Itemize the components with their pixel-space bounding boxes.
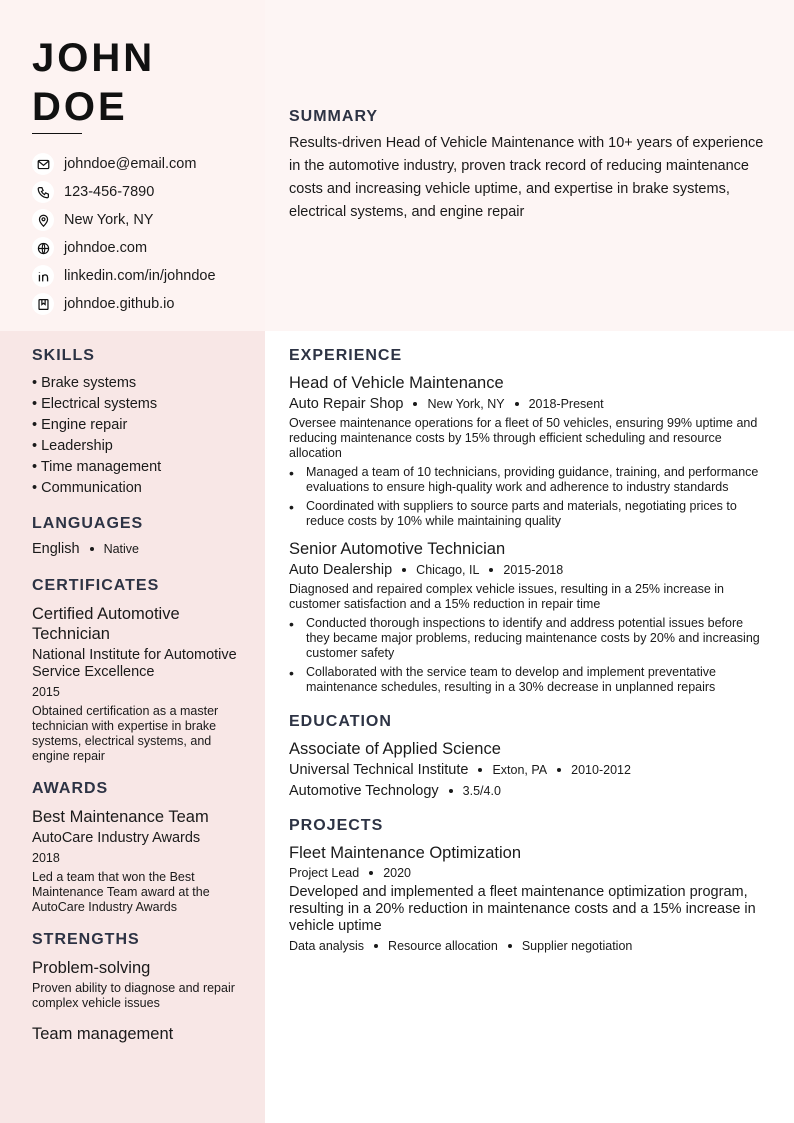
job-description: Oversee maintenance operations for a fleet of 50 vehicles, ensuring 99% uptime and reducing maintenance costs by 15% through efficient scheduling and resource allocation: [289, 416, 758, 460]
award-description: Led a team that won the Best Maintenance Team award at the AutoCare Industry Awards: [32, 870, 210, 914]
job-location: Chicago, IL: [416, 563, 480, 577]
project-description: Developed and implemented a fleet maintenance optimization program, resulting in a 20% reduction in maintenance costs and a 15% increase in vehicle uptime: [289, 884, 756, 934]
experience-title: EXPERIENCE: [289, 347, 403, 364]
separator-dot: [402, 568, 406, 572]
certificate-year: 2015: [32, 685, 60, 699]
experience-section: [289, 347, 769, 695]
location-pin-icon: [32, 209, 54, 231]
education-dates: 2010-2012: [571, 763, 631, 777]
job-meta: [289, 562, 769, 578]
project-tag: Resource allocation: [388, 939, 498, 953]
contact-linkedin[interactable]: [32, 262, 216, 290]
certificates-title: CERTIFICATES: [32, 577, 160, 594]
education-gpa: 3.5/4.0: [462, 784, 501, 798]
job-company: Auto Repair Shop: [289, 396, 404, 412]
separator-dot: [413, 402, 417, 406]
job-bullet: • Collaborated with the service team to develop and implement preventative maintenance schedules, resulting in a 30% decrease in unplanned repairs: [289, 665, 769, 695]
strength-description: Proven ability to diagnose and repair complex vehicle issues: [32, 981, 235, 1010]
education-degree: Associate of Applied Science: [289, 740, 501, 758]
main-content: [289, 347, 769, 953]
contact-website[interactable]: [32, 234, 216, 262]
sidebar-content: [32, 347, 242, 1044]
mail-icon: [32, 153, 54, 175]
job-location: New York, NY: [427, 397, 505, 411]
skill-item: • Electrical systems: [32, 396, 158, 412]
language-level: Native: [103, 542, 139, 556]
name-line-1: JOHN: [32, 36, 156, 80]
contact-website-text: johndoe.com: [64, 240, 148, 256]
job-bullet: • Conducted thorough inspections to identify and address potential issues before they became major problems, reducing maintenance costs by 20% and increasing customer safety: [289, 616, 769, 661]
skill-item: • Engine repair: [32, 417, 128, 433]
education-field-row: [289, 783, 769, 799]
project-role: Project Lead: [289, 866, 360, 880]
job-description: Diagnosed and repaired complex vehicle issues, resulting in a 25% increase in customer satisfaction and a 15% reduction in repair time: [289, 582, 724, 611]
contact-email[interactable]: [32, 150, 216, 178]
skills-list: [32, 373, 242, 499]
education-meta: [289, 762, 769, 778]
strength-name: Problem-solving: [32, 959, 151, 977]
summary-section: [289, 108, 769, 224]
job-bullet: • Coordinated with suppliers to source parts and materials, negotiating prices to reduce costs by 10% while maintaining quality: [289, 499, 769, 529]
job-bullets: [289, 465, 769, 529]
project-year: 2020: [383, 866, 411, 880]
contact-github-text: johndoe.github.io: [64, 296, 175, 312]
language-item: [32, 541, 242, 557]
job-meta: [289, 396, 769, 412]
job-entry: [289, 539, 769, 695]
certificates-section: [32, 577, 242, 764]
language-name: English: [32, 541, 80, 557]
contact-location-text: New York, NY: [64, 212, 154, 228]
linkedin-icon: [32, 265, 54, 287]
separator-dot: [478, 768, 482, 772]
certificate-name: Certified Automotive Technician: [32, 605, 180, 643]
skill-item: • Communication: [32, 480, 142, 496]
summary-title: SUMMARY: [289, 108, 379, 125]
skills-section: [32, 347, 242, 499]
project-tag: Supplier negotiation: [521, 939, 633, 953]
languages-section: [32, 515, 242, 557]
globe-icon: [32, 237, 54, 259]
phone-icon: [32, 181, 54, 203]
candidate-name: [32, 34, 155, 132]
name-divider: [32, 133, 82, 134]
separator-dot: [90, 547, 94, 551]
education-school: Universal Technical Institute: [289, 762, 469, 778]
job-company: Auto Dealership: [289, 562, 393, 578]
contact-list: [32, 150, 216, 318]
education-field: Automotive Technology: [289, 783, 439, 799]
separator-dot: [369, 871, 373, 875]
name-line-2: DOE: [32, 85, 128, 129]
contact-email-text: johndoe@email.com: [64, 156, 197, 172]
project-meta: [289, 866, 769, 880]
separator-dot: [489, 568, 493, 572]
job-title: Senior Automotive Technician: [289, 540, 506, 558]
certificate-description: Obtained certification as a master technician with expertise in brake systems, electrical systems, and engine repair: [32, 704, 219, 763]
job-bullets: [289, 616, 769, 695]
awards-section: [32, 780, 242, 915]
job-title: Head of Vehicle Maintenance: [289, 374, 504, 392]
skill-item: • Time management: [32, 459, 162, 475]
certificate-issuer: National Institute for Automotive Service Excellence: [32, 647, 237, 680]
strengths-title: STRENGTHS: [32, 931, 140, 948]
contact-phone[interactable]: [32, 178, 216, 206]
strengths-section: [32, 931, 242, 1044]
summary-text: Results-driven Head of Vehicle Maintenance with 10+ years of experience in the automotive industry, proven track record of reducing maintenance costs and increasing vehicle uptime, and expertise in brake systems, electrical systems, and engine repair: [289, 135, 764, 220]
strength-name: Team management: [32, 1025, 174, 1043]
separator-dot: [374, 944, 378, 948]
contact-phone-text: 123-456-7890: [64, 184, 155, 200]
job-dates: 2015-2018: [503, 563, 564, 577]
job-dates: 2018-Present: [528, 397, 604, 411]
project-tag: Data analysis: [289, 939, 365, 953]
education-title: EDUCATION: [289, 713, 392, 730]
job-bullet: • Managed a team of 10 technicians, providing guidance, training, and performance evaluations to ensure high-quality work and adherence to industry standards: [289, 465, 769, 495]
contact-location: [32, 206, 216, 234]
projects-section: [289, 817, 769, 953]
contact-linkedin-text: linkedin.com/in/johndoe: [64, 268, 216, 284]
skill-item: • Leadership: [32, 438, 113, 454]
separator-dot: [508, 944, 512, 948]
award-issuer: AutoCare Industry Awards: [32, 830, 201, 846]
contact-github[interactable]: [32, 290, 216, 318]
award-name: Best Maintenance Team: [32, 808, 209, 826]
skill-item: • Brake systems: [32, 375, 137, 391]
projects-title: PROJECTS: [289, 817, 384, 834]
separator-dot: [449, 789, 453, 793]
award-year: 2018: [32, 851, 60, 865]
github-icon: [32, 293, 54, 315]
separator-dot: [515, 402, 519, 406]
project-tags: [289, 939, 769, 953]
job-entry: [289, 373, 769, 529]
project-name: Fleet Maintenance Optimization: [289, 844, 522, 862]
education-location: Exton, PA: [492, 763, 548, 777]
education-section: [289, 713, 769, 799]
languages-title: LANGUAGES: [32, 515, 144, 532]
separator-dot: [557, 768, 561, 772]
awards-title: AWARDS: [32, 780, 109, 797]
skills-title: SKILLS: [32, 347, 95, 364]
